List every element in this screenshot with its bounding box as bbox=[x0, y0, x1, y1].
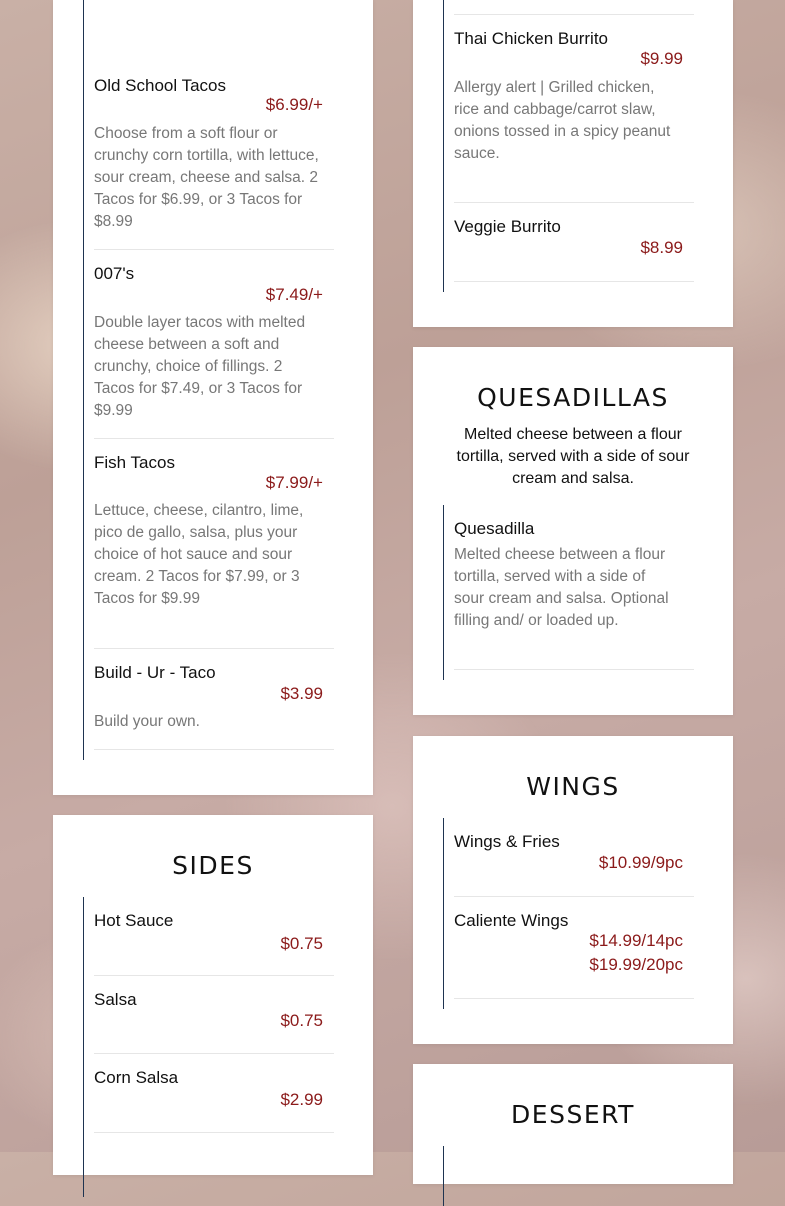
menu-item[interactable] bbox=[94, 911, 334, 976]
item-name: Build - Ur - Taco bbox=[94, 663, 216, 682]
item-price-secondary: $19.99/20pc bbox=[589, 955, 683, 974]
item-price: $6.99/+ bbox=[265, 95, 323, 114]
menu-item[interactable] bbox=[94, 76, 334, 250]
menu-item[interactable] bbox=[454, 217, 694, 282]
item-description: Allergy alert | Grilled chicken, rice and cabbage/carrot slaw, onions tossed in a spicy peanut sauce. bbox=[454, 79, 671, 162]
menu-item[interactable] bbox=[454, 911, 694, 999]
item-price: $0.75 bbox=[280, 1011, 323, 1030]
category-description: Melted cheese between a flour tortilla, served with a side of sour cream and salsa. bbox=[456, 426, 690, 487]
item-name: Fish Tacos bbox=[94, 453, 175, 472]
item-name: Wings & Fries bbox=[454, 832, 560, 851]
item-name: Hot Sauce bbox=[94, 911, 174, 930]
item-name: Veggie Burrito bbox=[454, 217, 561, 236]
category-title: DESSERT bbox=[511, 1100, 635, 1129]
sides-item-list bbox=[83, 897, 334, 1197]
item-price: $8.99 bbox=[640, 238, 683, 257]
menu-item[interactable] bbox=[94, 1068, 334, 1133]
dessert-card bbox=[413, 1064, 733, 1184]
item-name: Caliente Wings bbox=[454, 911, 569, 930]
item-description: Choose from a soft flour or crunchy corn tortilla, with lettuce, sour cream, cheese and salsa. 2 Tacos for $6.99, or 3 Tacos for $8.99 bbox=[94, 125, 319, 230]
wings-card bbox=[413, 736, 733, 1044]
wings-item-list bbox=[443, 818, 694, 1009]
item-price: $7.49/+ bbox=[265, 285, 323, 304]
item-name: Old School Tacos bbox=[94, 76, 226, 95]
item-price: $7.99/+ bbox=[265, 473, 323, 492]
item-price: $9.99 bbox=[640, 49, 683, 68]
item-description: Melted cheese between a flour tortilla, served with a side of sour cream and salsa. Optional filling and/ or loaded up. bbox=[454, 546, 669, 629]
category-title: SIDES bbox=[172, 851, 254, 880]
burritos-item-list bbox=[443, 0, 694, 292]
category-title: WINGS bbox=[526, 772, 620, 801]
menu-item[interactable] bbox=[454, 519, 694, 670]
quesadillas-card bbox=[413, 347, 733, 715]
item-price: $14.99/14pc bbox=[589, 931, 683, 950]
item-price: $0.75 bbox=[280, 934, 323, 953]
item-price: $2.99 bbox=[280, 1090, 323, 1109]
quesadillas-item-list bbox=[443, 505, 694, 680]
menu-item[interactable] bbox=[94, 453, 334, 649]
menu-item[interactable] bbox=[94, 264, 334, 439]
menu-item[interactable] bbox=[94, 663, 334, 750]
item-name: Salsa bbox=[94, 990, 137, 1009]
item-name: 007's bbox=[94, 264, 135, 283]
item-name: Quesadilla bbox=[454, 519, 535, 538]
menu-item[interactable] bbox=[454, 29, 694, 203]
category-title: QUESADILLAS bbox=[477, 383, 669, 412]
item-description: Build your own. bbox=[94, 713, 200, 730]
menu-item[interactable] bbox=[454, 832, 694, 897]
burritos-card bbox=[413, 0, 733, 327]
item-price: $10.99/9pc bbox=[598, 853, 683, 872]
item-description: Double layer tacos with melted cheese between a soft and crunchy, choice of fillings. 2 Tacos for $7.49, or 3 Tacos for $9.99 bbox=[94, 314, 306, 419]
item-description: Lettuce, cheese, cilantro, lime, pico de gallo, salsa, plus your choice of hot sauce and sour cream. 2 Tacos for $7.99, or 3 Tacos for $9.99 bbox=[94, 502, 304, 607]
item-price: $3.99 bbox=[280, 684, 323, 703]
sides-card bbox=[53, 815, 373, 1175]
item-name: Corn Salsa bbox=[94, 1068, 179, 1087]
tacos-item-list bbox=[83, 0, 334, 760]
tacos-card bbox=[53, 0, 373, 795]
item-name: Thai Chicken Burrito bbox=[454, 29, 609, 48]
menu-item-partial bbox=[454, 0, 694, 15]
menu-item[interactable] bbox=[94, 990, 334, 1054]
dessert-item-list bbox=[443, 1146, 694, 1206]
